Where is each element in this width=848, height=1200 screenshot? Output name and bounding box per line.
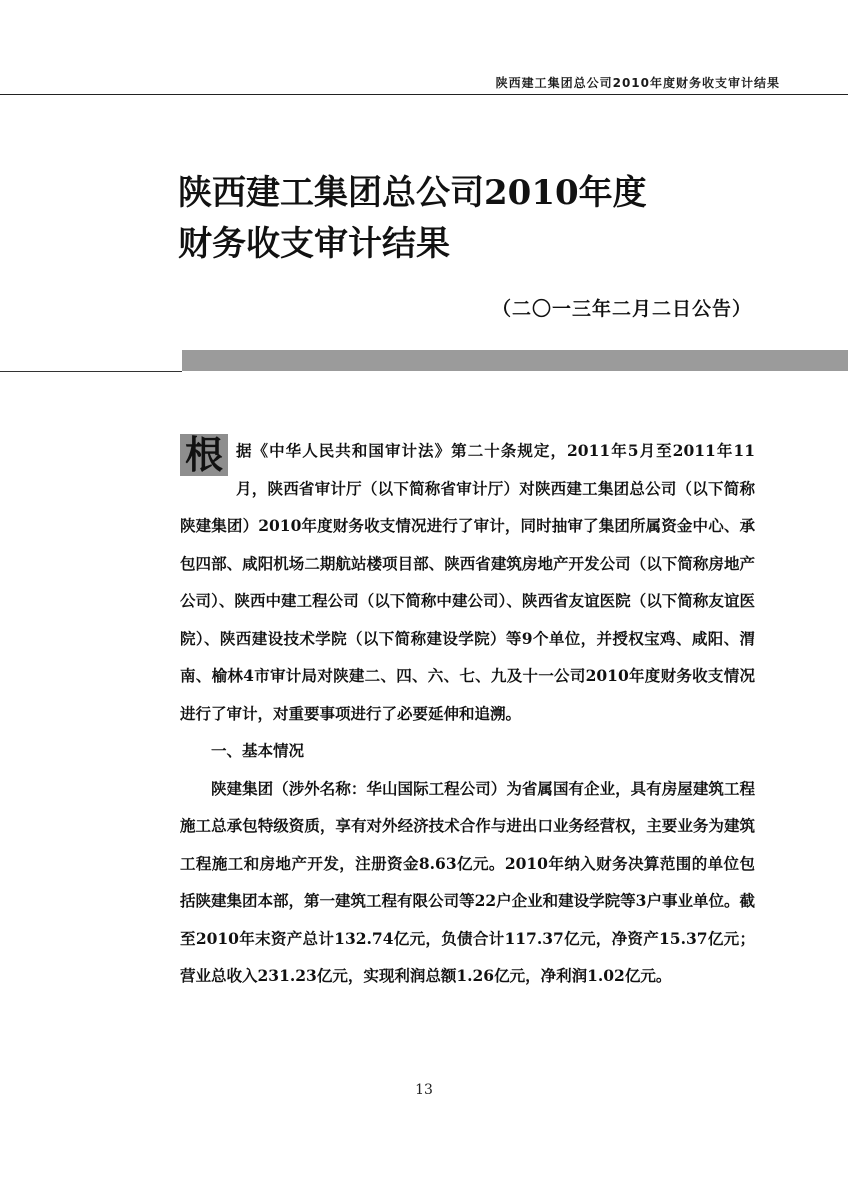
- drop-cap: 根: [180, 434, 228, 476]
- title-line-2: 财务收支审计结果: [178, 224, 450, 264]
- paragraph-2: 陕建集团（涉外名称：华山国际工程公司）为省属国有企业，具有房屋建筑工程施工总承包特级资质，享有对外经济技术合作与进出口业务经营权，主要业务为建筑工程施工和房地产开发，注册资金8.63亿元。2010年纳入财务决算范围的单位包括陕建集团本部，第一建筑工程有限公司等22户企业和建设学院等3户事业单位。截至2010年末资产总计132.74亿元，负债合计117.37亿元，净资产15.37亿元；营业总收入231.23亿元，实现利润总额1.26亿元，净利润1.02亿元。: [180, 778, 755, 985]
- article-body: [180, 426, 755, 995]
- divider-band: [182, 350, 848, 371]
- paragraph-1-text: 据《中华人民共和国审计法》第二十条规定，2011年5月至2011年11月，陕西省审计厅（以下简称省审计厅）对陕西建工集团总公司（以下简称陕建集团）2010年度财务收支情况进行了审计，同时抽审了集团所属资金中心、承包四部、咸阳机场二期航站楼项目部、陕西省建筑房地产开发公司（以下简称房地产公司）、陕西中建工程公司（以下简称中建公司）、陕西省友谊医院（以下简称友谊医院）、陕西建设技术学院（以下简称建设学院）等9个单位，并授权宝鸡、咸阳、渭南、榆林4市审计局对陕建二、四、六、七、九及十一公司2010年度财务收支情况进行了审计，对重要事项进行了必要延伸和追溯。: [180, 441, 755, 723]
- divider-line: [0, 371, 182, 372]
- section-heading-basic-info: 一、基本情况: [211, 741, 305, 760]
- page-number: 13: [415, 1082, 433, 1098]
- running-header: 陕西建工集团总公司2010年度财务收支审计结果: [495, 76, 780, 90]
- title-line-1: 陕西建工集团总公司2010年度: [178, 173, 647, 213]
- paragraph-1: [180, 426, 755, 732]
- header-rule: [0, 94, 848, 95]
- announcement-date: （二〇一三年二月二日公告）: [491, 298, 752, 320]
- page-title: [178, 168, 647, 270]
